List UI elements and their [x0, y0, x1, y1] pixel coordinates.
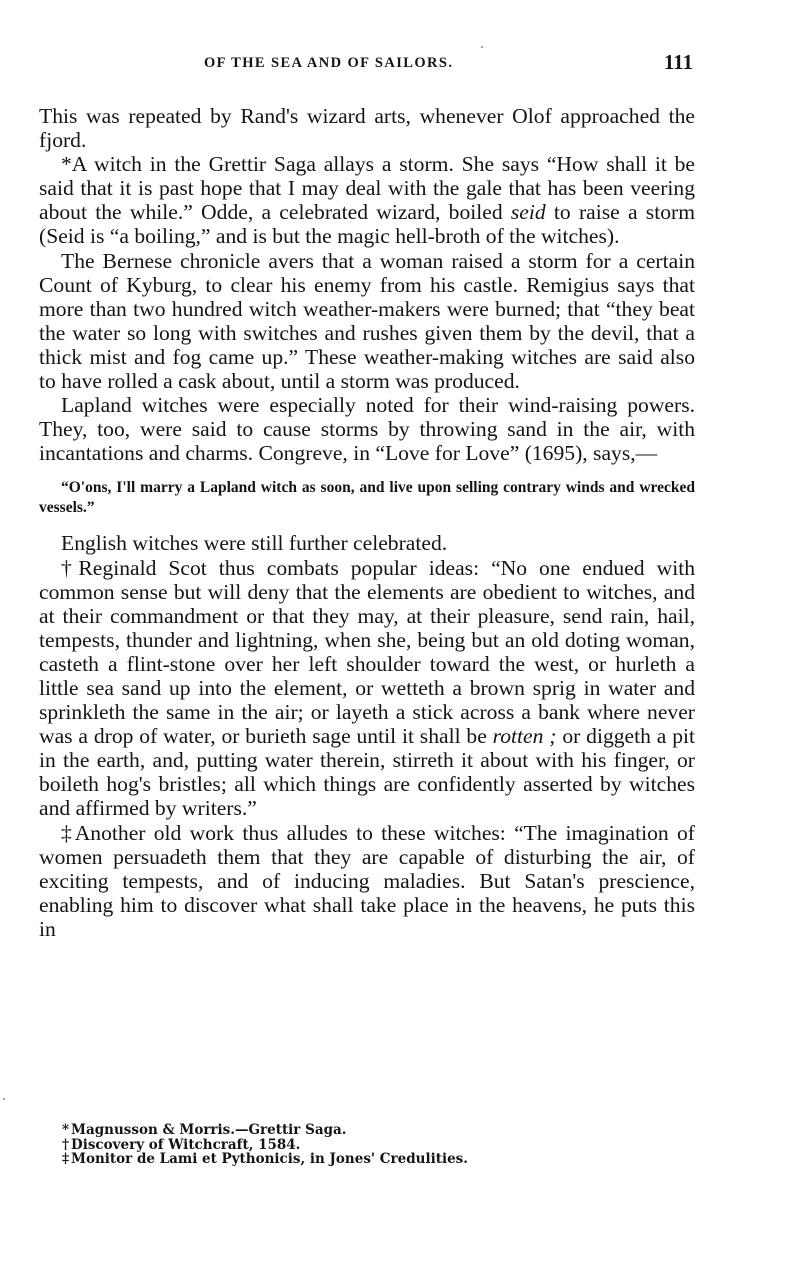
paragraph-reginald-scot: [39, 556, 695, 821]
paragraph-grettir-saga: [39, 152, 695, 248]
footnote-grettir: [62, 1123, 582, 1138]
print-speck: [481, 46, 483, 48]
paragraph-rand: This was repeated by Rand's wizard arts, whenever Olof approached the fjord.: [39, 104, 695, 153]
footnote-text: Discovery of Witchcraft, 1584.: [71, 1136, 301, 1153]
paragraph-another-old-work: [39, 821, 695, 941]
footnote-witchcraft: [62, 1138, 582, 1153]
paragraph-text: A witch in the Grettir Saga allays a storm. She says “How shall it be said that it is past hope that I may deal with the gale that has been veering about the while.” Odde, a celebrated wizard, boiled: [39, 152, 695, 225]
paragraph-lapland-witches: Lapland witches were especially noted for their wind-raising powers. They, too, were said to cause storms by throwing sand in the air, with incantations and charms. Congreve, in “Love for Love” (1695), says,—: [39, 393, 695, 466]
running-title: OF THE SEA AND OF SAILORS.: [204, 55, 454, 71]
paragraph-english-witches: English witches were still further celebrated.: [61, 531, 448, 556]
footnote-ref-double-dagger: ‡: [61, 820, 75, 845]
footnote-text: Monitor de Lami et Pythonicis, in Jones' Credulities.: [71, 1151, 468, 1167]
footnote-mark: †: [62, 1136, 70, 1153]
footnote-text: Magnusson & Morris.—Grettir Saga.: [71, 1122, 347, 1138]
page-number: 111: [663, 50, 693, 74]
body-text: [39, 104, 695, 941]
print-speck: [3, 1098, 5, 1100]
paragraph-bernese-chronicle: The Bernese chronicle avers that a woman raised a storm for a certain Count of Kyburg, to clear his enemy from his castle. Remigius says that more than two hundred witch weather-makers were burned; that “they beat the water so long with switches and rushes given them by the devil, that a thick mist and fog came up.” These weather-making witches are said also to have rolled a cask about, until a storm was produced.: [39, 248, 695, 394]
paragraph-text: Another old work thus alludes to these witches: “The imagination of women persuadeth them that they are capable of disturbing the air, of exciting tempests, and of inducing maladies. But Satan's prescience, enabling him to discover what shall take place in the heavens, he puts this in: [39, 820, 695, 941]
footnotes: [62, 1123, 582, 1167]
paragraph-text: to raise a storm (Seid is “a boiling,” and is but the magic hell-broth of the witches).: [39, 200, 695, 249]
italic-seid: seid: [510, 200, 546, 225]
block-quote-congreve: “O'ons, I'll marry a Lapland witch as soon, and live upon selling contrary winds and wrecked vessels.”: [39, 479, 695, 517]
footnote-ref-asterisk: *: [61, 152, 72, 177]
paragraph-text: or diggeth a pit in the earth, and, putting water therein, stirreth it about with his finger, or boileth hog's bristles; all which things are confidently asserted by witches and affirmed by writers.”: [39, 724, 696, 821]
running-head: [39, 50, 695, 78]
footnote-ref-dagger: †: [61, 555, 79, 580]
footnote-mark: *: [62, 1122, 70, 1138]
footnote-mark: ‡: [62, 1151, 70, 1167]
paragraph-text: Reginald Scot thus combats popular ideas: “No one endued with common sense but will deny that the elements are obedient to witches, and at their commandment or that they may, at their pleasure, send rain, hail, tempests, thunder and lightning, when she, being but an old doting woman, casteth a flint-stone over her left shoulder toward the west, or hurleth a little sea sand up into the element, or wetteth a brown sprig in water and sprinkleth the same in the air; or layeth a stick across a bank where never was a drop of water, or burieth sage until it shall be: [39, 555, 695, 749]
footnote-monitor: [62, 1152, 582, 1167]
italic-rotten: rotten ;: [492, 724, 557, 749]
